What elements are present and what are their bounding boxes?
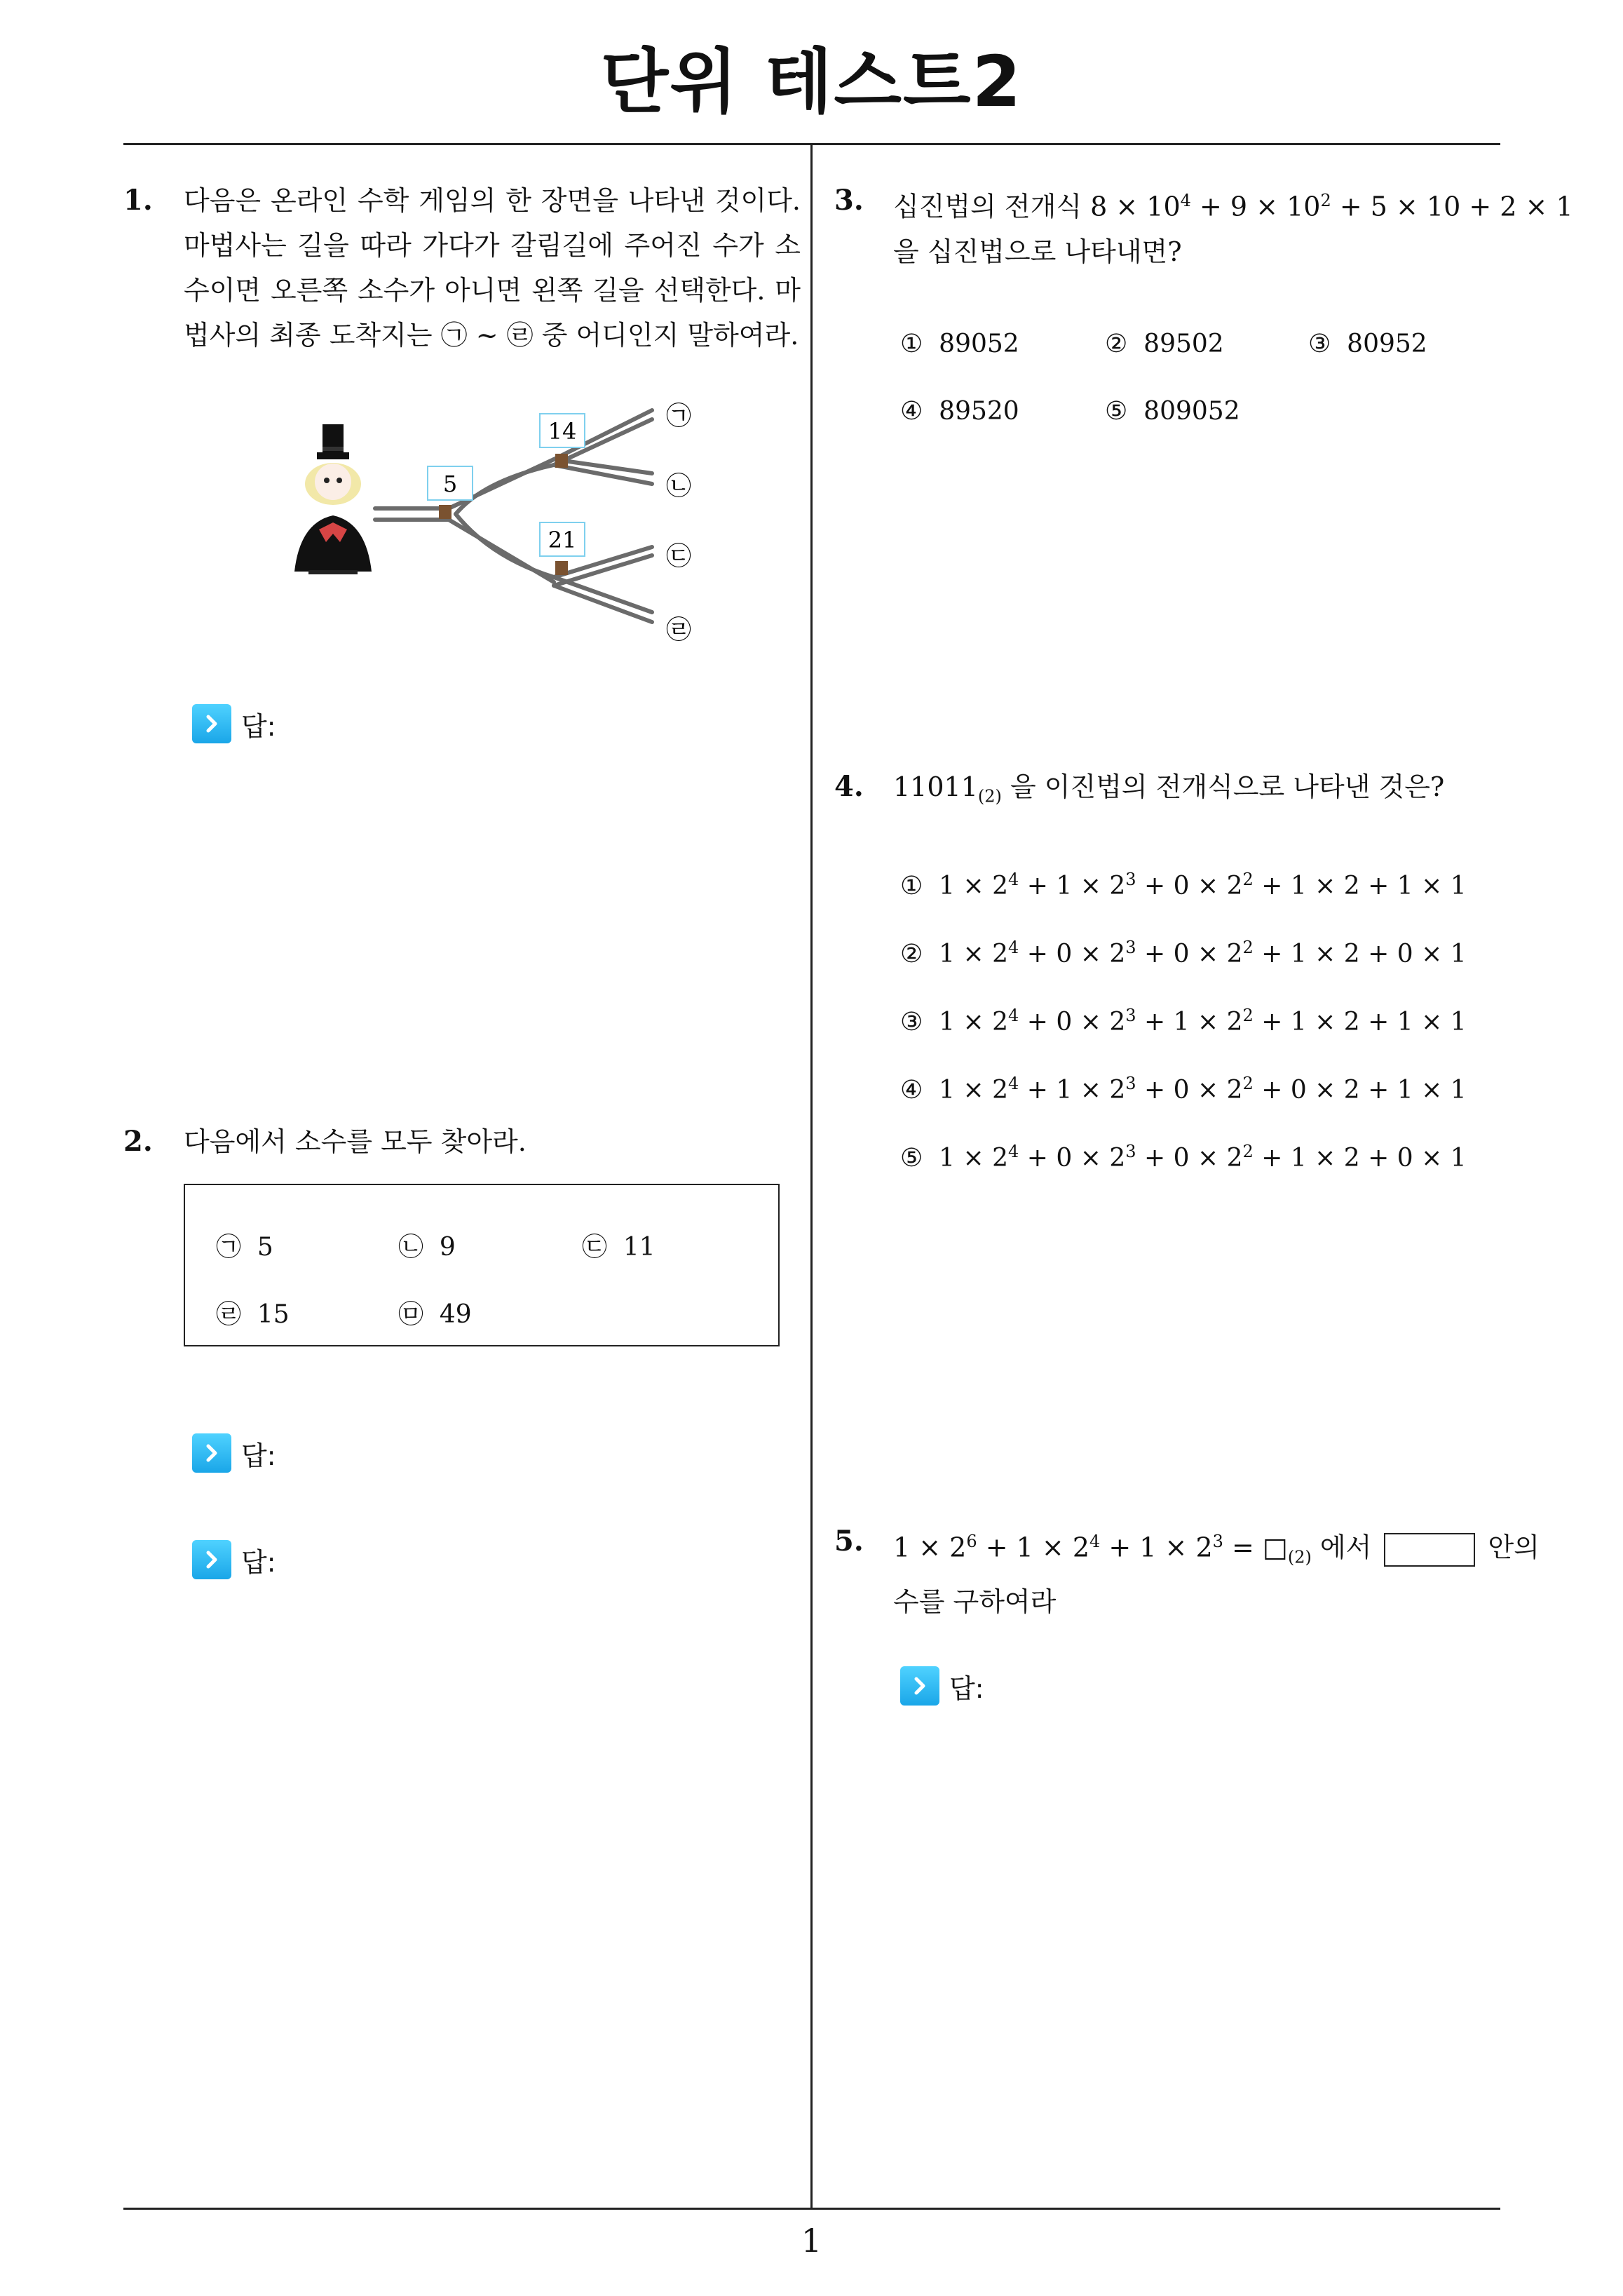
column-divider — [810, 144, 813, 2209]
bottom-rule — [123, 2208, 1500, 2210]
page-number: 1 — [801, 2222, 822, 2260]
page-title: 단위 테스트2 — [600, 41, 1023, 123]
choice-1[interactable]: ① $1 \times 2^4 + 1 \times 2^3 + 0 \times 2^2 + 1 \times 2 + 1 \times 1$ — [900, 870, 1467, 900]
answer-field-q5[interactable] — [900, 1666, 984, 1706]
choice-2[interactable]: ② 89502 — [1105, 330, 1224, 358]
sign-label: 21 — [548, 527, 577, 553]
question-text-line: 다음은 온라인 수학 게임의 한 장면을 나타낸 것이다. — [184, 185, 801, 216]
q4-choices — [900, 870, 1475, 1178]
path-lines — [375, 410, 652, 622]
sign-21 — [540, 522, 585, 575]
choice-4[interactable]: ④ 89520 — [900, 397, 1019, 426]
choice-5[interactable]: ⑤ $1 \times 2^4 + 0 \times 2^3 + 0 \times 2^2 + 1 \times 2 + 0 \times 1$ — [900, 1142, 1467, 1173]
destination-label: ㉢ — [665, 542, 692, 571]
list-item: ㉠ 5 — [216, 1233, 273, 1262]
answer-label: 답: — [949, 1673, 984, 1704]
wizard-icon — [294, 424, 372, 574]
question-4 — [834, 764, 1514, 813]
question-text-line: 법사의 최종 도착지는 ㉠ ~ ㉣ 중 어디인지 말하여라. — [184, 320, 799, 351]
list-item: ㉣ 15 — [216, 1300, 290, 1329]
list-item: ㉢ 11 — [582, 1233, 656, 1262]
destination-label: ㉡ — [665, 472, 692, 501]
chevron-right-icon — [900, 1666, 939, 1706]
answer-field-q2b[interactable] — [192, 1540, 276, 1579]
question-text-line: $1 \times 2^6 + 1 \times 2^4 + 1 \times 2^3$ = $□_{(2)}$ 에서 안의 — [893, 1532, 1540, 1567]
choice-3[interactable]: ③ $1 \times 2^4 + 0 \times 2^3 + 1 \times 2^2 + 1 \times 2 + 1 \times 1$ — [900, 1006, 1467, 1036]
destination-label: ㉠ — [665, 402, 692, 431]
question-2 — [123, 1119, 803, 1168]
question-number: 5. — [834, 1525, 864, 1558]
question-text-line: 수를 구하여라 — [893, 1586, 1057, 1618]
question-text: $11011_{(2)}$ 을 이진법의 전개식으로 나타낸 것은? — [893, 771, 1445, 806]
choice-5[interactable]: ⑤ 809052 — [1105, 397, 1240, 426]
question-number: 1. — [123, 184, 153, 217]
list-item: ㉡ 9 — [398, 1233, 456, 1262]
answer-field-q1[interactable] — [192, 704, 276, 743]
chevron-right-icon — [192, 704, 231, 743]
q3-choices — [900, 330, 1475, 428]
question-text-line: 수이면 오른쪽 소수가 아니면 왼쪽 길을 선택한다. 마 — [184, 275, 801, 306]
question-number: 2. — [123, 1125, 153, 1158]
choice-2[interactable]: ② $1 \times 2^4 + 0 \times 2^3 + 0 \times 2^2 + 1 \times 2 + 0 \times 1$ — [900, 938, 1467, 968]
question-text: 다음에서 소수를 모두 찾아라. — [184, 1126, 527, 1157]
answer-label: 답: — [241, 1546, 276, 1578]
sign-label: 14 — [548, 418, 577, 445]
chevron-right-icon — [192, 1433, 231, 1473]
question-text-line: 을 십진법으로 나타내면? — [893, 236, 1182, 267]
sign-5 — [428, 466, 473, 519]
chevron-right-icon — [192, 1540, 231, 1579]
question-number: 4. — [834, 770, 864, 803]
question-3 — [834, 178, 1573, 276]
sign-label: 5 — [442, 471, 458, 497]
destination-label: ㉣ — [665, 616, 692, 644]
blank-box — [1384, 1533, 1475, 1567]
question-number: 3. — [834, 184, 864, 217]
question-text-line: 십진법의 전개식 $8 \times 10^4 + 9 \times 10^2 + 5 \times 10 + 2 \times 1$ — [893, 191, 1573, 222]
choice-4[interactable]: ④ $1 \times 2^4 + 1 \times 2^3 + 0 \times 2^2 + 0 \times 2 + 1 \times 1$ — [900, 1074, 1467, 1105]
sign-14 — [540, 414, 585, 468]
game-path-figure — [280, 389, 715, 649]
question-text-line: 마법사는 길을 따라 가다가 갈림길에 주어진 수가 소 — [184, 230, 801, 261]
answer-field-q2a[interactable] — [192, 1433, 276, 1473]
question-1 — [123, 178, 803, 367]
number-list-box — [184, 1184, 780, 1346]
choice-1[interactable]: ① 89052 — [900, 330, 1019, 358]
choice-3[interactable]: ③ 80952 — [1308, 330, 1427, 358]
answer-label: 답: — [241, 1440, 276, 1471]
list-item: ㉤ 49 — [398, 1300, 472, 1329]
answer-label: 답: — [241, 710, 276, 742]
question-5 — [834, 1519, 1540, 1618]
